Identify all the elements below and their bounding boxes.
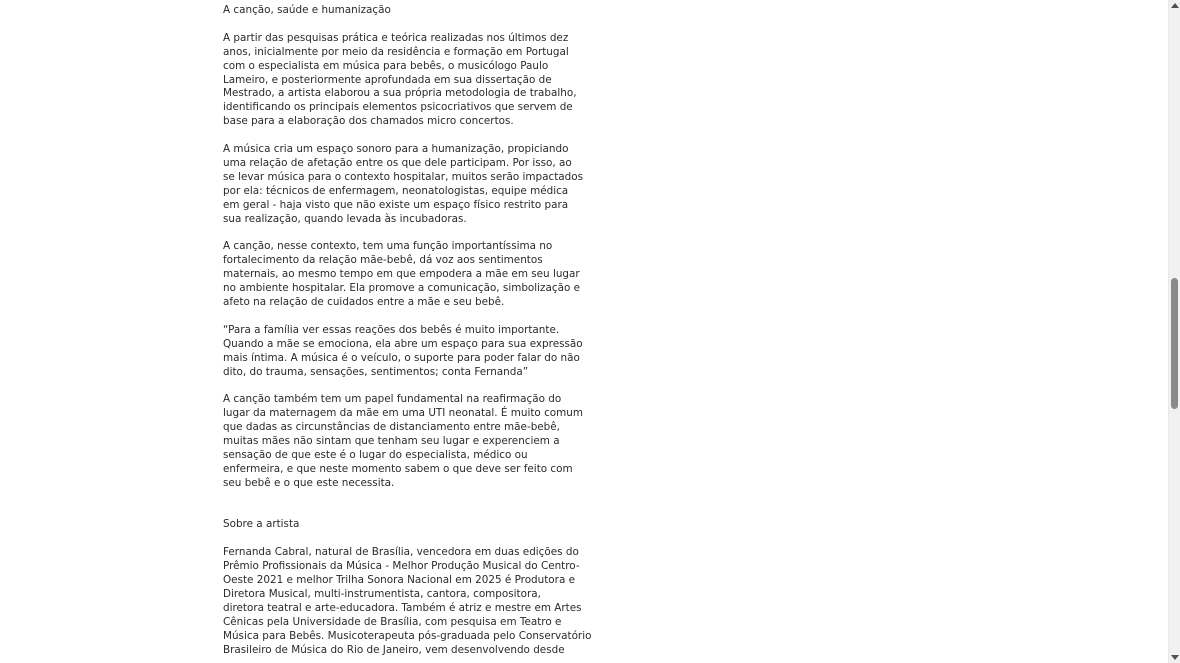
text-line: Música para Bebês. Musicoterapeuta pós-graduada pelo Conservatório: [223, 629, 592, 642]
text-line: anos, inicialmente por meio da residência e formação em Portugal: [223, 45, 569, 58]
paragraph-maternagem: [223, 393, 583, 490]
text-line: que dadas as circunstâncias de distanciamento entre mãe-bebê,: [223, 421, 560, 434]
text-line: Cênicas pela Universidade de Brasília, com pesquisa em Teatro e: [223, 615, 562, 628]
text-line: se levar música para o contexto hospitalar, muitos serão impactados: [223, 170, 584, 183]
text-line: sua realização, quando levada às incubadoras.: [223, 212, 467, 225]
article-body: [223, 4, 592, 663]
text-line: dito, do trauma, sensações, sentimentos; conta Fernanda”: [223, 365, 529, 378]
text-line: A música cria um espaço sonoro para a humanização, propiciando: [223, 143, 569, 156]
text-line: em geral - haja visto que não existe um espaço físico restrito para: [223, 198, 569, 211]
text-line: diretora teatral e arte-educadora. Também é atriz e mestre em Artes: [223, 601, 582, 614]
text-line: A partir das pesquisas prática e teórica realizadas nos últimos dez: [223, 31, 569, 44]
text-line: uma relação de afetação entre os que dele participam. Por isso, ao: [223, 156, 572, 169]
text-line: Mestrado, a artista elaborou a sua própria metodologia de trabalho,: [223, 87, 577, 100]
text-line: enfermeira, e que neste momento sabem o que deve ser feito com: [223, 462, 573, 475]
text-line: seu bebê e o que este necessita.: [223, 476, 395, 489]
text-line: sensação de que este é o lugar do especialista, médico ou: [223, 448, 528, 461]
text-line: Oeste 2021 e melhor Trilha Sonora Nacional em 2025 é Produtora e: [223, 574, 576, 587]
text-line: Quando a mãe se emociona, ela abre um espaço para sua expressão: [223, 337, 583, 350]
scrollbar-thumb[interactable]: [1171, 278, 1178, 409]
paragraph-pesquisas: [223, 31, 577, 129]
text-line: mais íntima. A música é o veículo, o suporte para poder falar do não: [223, 351, 580, 364]
scroll-up-arrow-icon[interactable]: [1171, 3, 1179, 8]
section-heading-sobre-artista: Sobre a artista: [223, 518, 300, 531]
text-line: “Para a família ver essas reações dos bebês é muito importante.: [223, 323, 560, 336]
paragraph-citacao-fernanda: [223, 323, 583, 380]
text-line: Brasileiro de Música do Rio de Janeiro, vem desenvolvendo desde: [223, 643, 565, 656]
text-line: afeto na relação de cuidados entre a mãe e seu bebê.: [223, 295, 505, 308]
text-line: por ela: técnicos de enfermagem, neonatologistas, equipe médica: [223, 184, 569, 197]
text-line: identificando os principais elementos psicocriativos que servem de: [223, 101, 573, 114]
section-heading-cancao-saude: A canção, saúde e humanização: [223, 4, 391, 16]
paragraph-biografia: [223, 546, 592, 657]
text-line: no ambiente hospitalar. Ela promove a comunicação, simbolização e: [223, 282, 581, 295]
text-line: A canção também tem um papel fundamental na reafirmação do: [223, 393, 562, 406]
text-line: maternais, ao mesmo tempo em que empodera a mãe em seu lugar: [223, 268, 580, 281]
text-line: Prêmio Profissionais da Música - Melhor Produção Musical do Centro-: [223, 560, 580, 573]
text-line: lugar da maternagem da mãe em uma UTI neonatal. É muito comum: [223, 407, 583, 420]
section-spacer: [223, 505, 568, 519]
paragraph-musica-humanizacao: [223, 143, 584, 226]
text-line: Fernanda Cabral, natural de Brasília, vencedora em duas edições do: [223, 546, 579, 559]
scroll-down-arrow-icon[interactable]: [1171, 655, 1179, 660]
text-line: Diretora Musical, multi-instrumentista, cantora, compositora,: [223, 587, 541, 600]
text-line: A canção, nesse contexto, tem uma função importantíssima no: [223, 240, 553, 253]
text-line: com o especialista em música para bebês, o musicólogo Paulo: [223, 59, 549, 72]
vertical-scrollbar[interactable]: [1168, 0, 1180, 663]
text-line: Lameiro, e posteriormente aprofundada em sua dissertação de: [223, 73, 552, 86]
text-line: muitas mães não sintam que tenham seu lugar e experenciem a: [223, 435, 560, 448]
text-line: base para a elaboração dos chamados micro concertos.: [223, 115, 514, 128]
paragraph-cancao-contexto: [223, 240, 581, 310]
text-line: fortalecimento da relação mãe-bebê, dá voz aos sentimentos: [223, 254, 543, 267]
